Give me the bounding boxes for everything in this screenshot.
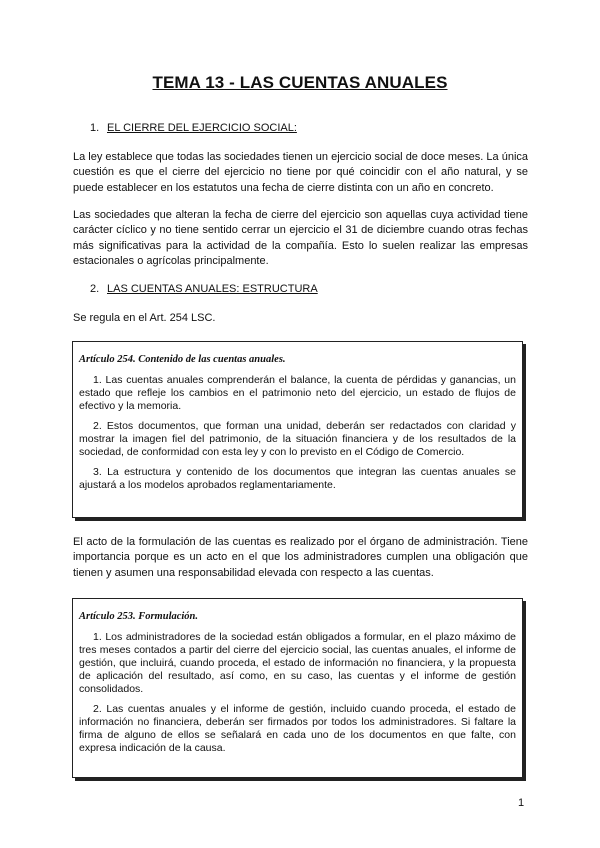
article-paragraph: 1. Los administradores de la sociedad están obligados a formular, en el plazo máximo de tres meses contados a partir del cierre del ejercicio social, las cuentas anuales, el informe de gestión, que incluirá, cuando proceda, el estado de información no financiera, y la propuesta de aplicación del resultado, así como, en su caso, las cuentas y el informe de gestión consolidados. bbox=[79, 631, 516, 695]
article-253-box bbox=[72, 598, 523, 778]
paragraph-regulacion: Se regula en el Art. 254 LSC. bbox=[73, 312, 216, 324]
paragraph-alteracion-fecha: Las sociedades que alteran la fecha de cierre del ejercicio son aquellas cuya actividad tiene carácter cíclico y no tiene sentido cerrar un ejercicio el 31 de diciembre cuando otras fechas más significativas para la actividad de la compañía. Esto lo suelen realizar las empresas estacionales o agrícolas principalmente. bbox=[73, 209, 528, 267]
article-paragraph: 1. Las cuentas anuales comprenderán el balance, la cuenta de pérdidas y ganancias, un estado que refleje los cambios en el patrimonio neto del ejercicio, un estado de flujos de efectivo y la memoria. bbox=[79, 374, 516, 412]
section-title: LAS CUENTAS ANUALES: ESTRUCTURA bbox=[107, 283, 318, 295]
article-paragraph: 2. Las cuentas anuales y el informe de gestión, incluido cuando proceda, el estado de información no financiera, deberán ser firmados por todos los administradores. Si faltare la firma de alguno de ellos se señalará en cada uno de los documentos en que falte, con expresa indicación de la causa. bbox=[79, 703, 516, 754]
article-paragraph: 3. La estructura y contenido de los documentos que integran las cuentas anuales se ajustará a los modelos aprobados reglamentariamente. bbox=[79, 466, 516, 491]
article-254-box bbox=[72, 341, 523, 518]
article-title: Artículo 253. Formulación. bbox=[79, 611, 199, 622]
section-title: EL CIERRE DEL EJERCICIO SOCIAL: bbox=[107, 122, 297, 134]
section-number: 1. bbox=[90, 122, 100, 134]
section-number: 2. bbox=[90, 283, 100, 295]
article-title: Artículo 254. Contenido de las cuentas anuales. bbox=[79, 354, 286, 365]
section-heading-cierre bbox=[90, 122, 297, 134]
paragraph-ejercicio-social: La ley establece que todas las sociedades tienen un ejercicio social de doce meses. La única cuestión es que el cierre del ejercicio no tiene por qué coincidir con el año natural, y se puede establecer en los estatutos una fecha de cierre distinta con un año en concreto. bbox=[73, 151, 528, 194]
paragraph-formulacion: El acto de la formulación de las cuentas es realizado por el órgano de administración. Tiene importancia porque es un acto en el que los administradores cumplen una obligación que tienen y asumen una responsabilidad elevada con respecto a las cuentas. bbox=[73, 536, 528, 579]
page-number: 1 bbox=[518, 797, 525, 809]
section-heading-estructura bbox=[90, 283, 318, 295]
page-title: TEMA 13 - LAS CUENTAS ANUALES bbox=[152, 73, 448, 92]
article-paragraph: 2. Estos documentos, que forman una unidad, deberán ser redactados con claridad y mostrar la imagen fiel del patrimonio, de la situación financiera y de los resultados de la sociedad, de conformidad con esta ley y con lo previsto en el Código de Comercio. bbox=[79, 420, 516, 458]
